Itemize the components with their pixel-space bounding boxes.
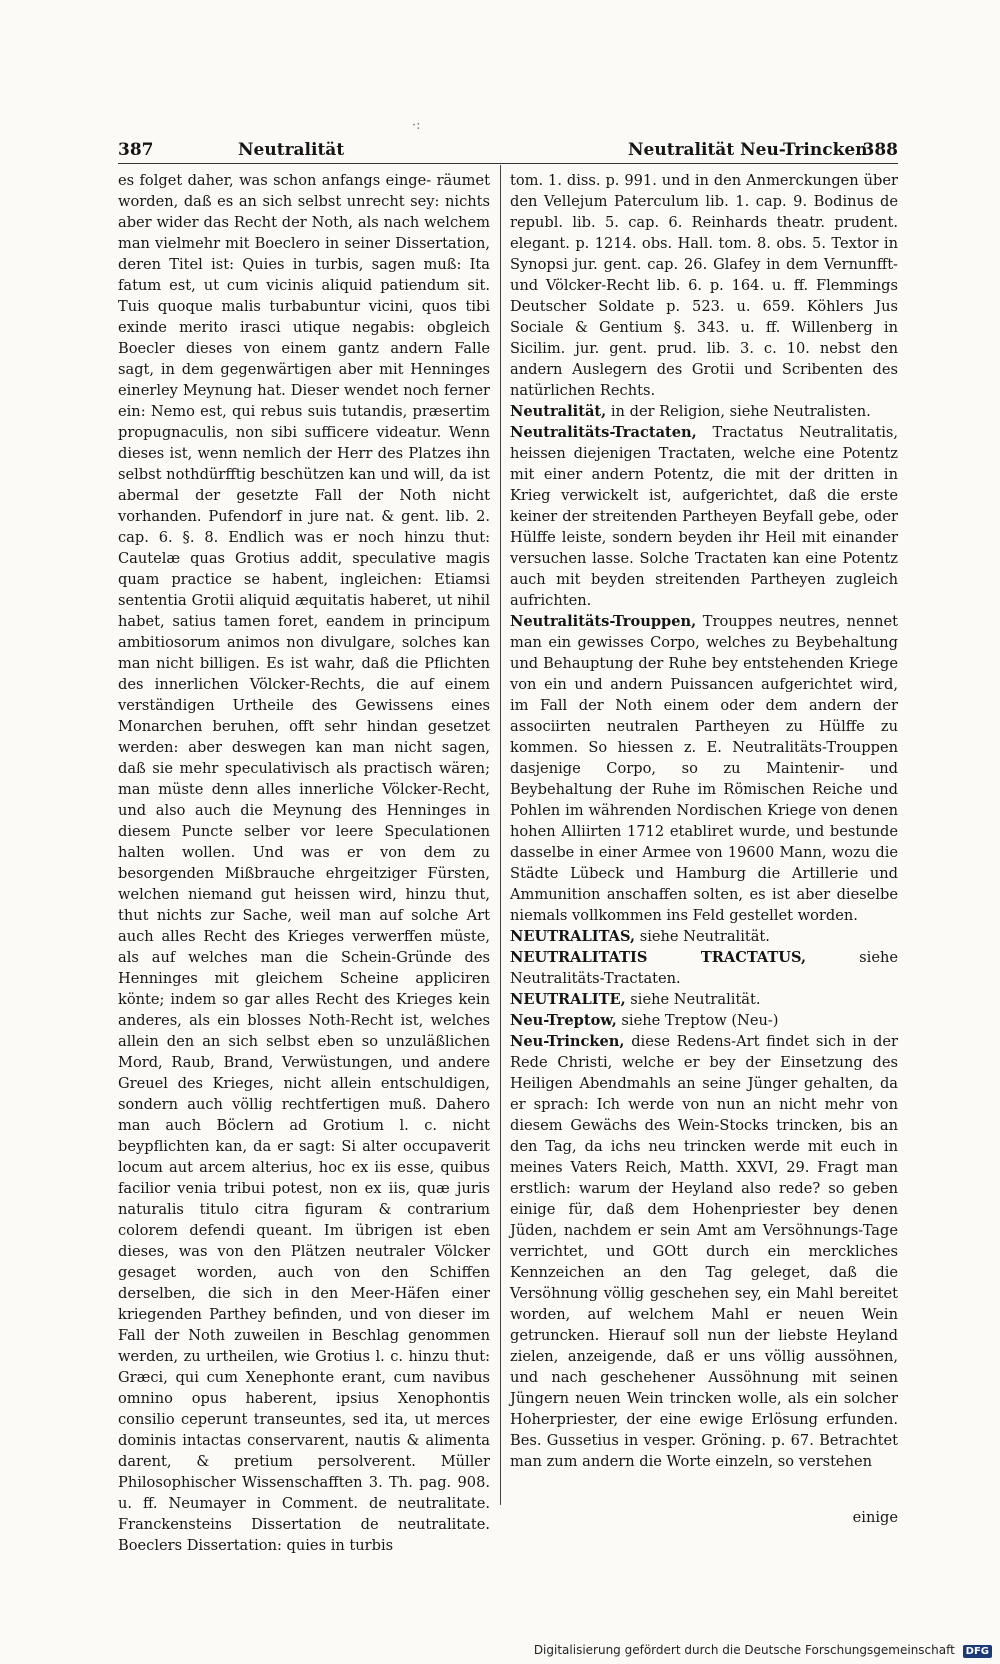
column-divider bbox=[500, 165, 501, 1505]
entry-lemma: Neu-Treptow, bbox=[510, 1012, 617, 1029]
entry-lemma: Neutralität, bbox=[510, 403, 607, 420]
header-rule bbox=[118, 163, 898, 164]
entry-continuation: tom. 1. diss. p. 991. und in den Anmerckungen über den Vellejum Paterculum lib. 1. cap. 9. Bodinus de republ. lib. 5. cap. 6. Reinhards theatr. prudent. elegant. p. 1214. obs. Hall. tom. 8. obs. 5. Textor in Synopsi jur. gent. cap. 26. Glafey in dem Vernunfft- und Völcker-Recht lib. 6. p. 164. u. ff. Flemmings Deutscher Soldate p. 523. u. 659. Köhlers Jus Sociale & Gentium §. 343. u. ff. Willenberg in Sicilim. jur. gent. prud. lib. 3. c. 10. nebst den andern Auslegern des Grotii und Scribenten des natürlichen Rechts. bbox=[510, 172, 898, 399]
entry-neutralite bbox=[510, 989, 898, 1010]
entry-neutralitaets-tractaten bbox=[510, 422, 898, 611]
left-column bbox=[118, 170, 490, 1554]
right-column bbox=[510, 170, 898, 1510]
entry-text: Trouppes neutres, nennet man ein gewisses Corpo, welches zu Beybehaltung und Behauptung der Ruhe bey entstehenden Kriege von ein und andern Puissancen aufgerichtet wird, im Fall der Noth einem oder dem andern der associirten neutralen Partheyen zu Hülffe zu kommen. So hiessen z. E. Neutralitäts-Trouppen dasjenige Corpo, so zu Maintenir- und Beybehaltung der Ruhe im Römischen Reiche und Pohlen im währenden Nordischen Kriege von denen hohen Alliirten 1712 etabliret wurde, und bestunde dasselbe in einer Armee von 19600 Mann, wozu die Städte Lübeck und Hamburg die Artillerie und Ammunition anschaffen solten, es ist aber dieselbe niemals vollkommen ins Feld gestellet worden. bbox=[510, 613, 899, 924]
entry-neu-trincken bbox=[510, 1031, 898, 1472]
entry-text: diese Redens-Art findet sich in der Rede Christi, welche er bey der Einsetzung des Heiligen Abendmahls an seine Jünger gehalten, da er sprach: Ich werde von nun an nicht mehr von diesem Gewächs des Wein-Stocks trincken, bis an den Tag, da ichs neu trincken werde mit euch in meines Vaters Reich, Matth. XXVI, 29. Fragt man erstlich: warum der Heyland also rede? so geben einige für, daß dem Hohenpriester bey denen Jüden, nachdem er sein Amt am Versöhnungs-Tage verrichtet, und GOtt durch ein merckliches Kennzeichen an den Tag geleget, daß die Versöhnung völlig geschehen sey, ein Mahl bereitet worden, auf welchem Mahl er neuen Wein getruncken. Hierauf soll nun der liebste Heyland zielen, anzeigende, daß er uns völlig aussöhnen, und nach geschehener Aussöhnung mit seinen Jüngern neuen Wein trincken wolle, als ein solcher Hoherpriester, der eine ewige Erlösung erfunden. Bes. Gussetius in vesper. Gröning. p. 67. Betrachtet man zum andern die Worte einzeln, so verstehen bbox=[510, 1033, 898, 1470]
entry-lemma: NEUTRALITE, bbox=[510, 991, 626, 1008]
entry-text: siehe Neutralität. bbox=[639, 928, 770, 945]
entry-lemma: Neutralitäts-Trouppen, bbox=[510, 613, 697, 630]
running-title-right: Neutralität Neu-Trincken bbox=[628, 140, 868, 160]
catchword: einige bbox=[852, 1509, 898, 1526]
entry-lemma: Neutralitäts-Tractaten, bbox=[510, 424, 697, 441]
entry-text: siehe Neutralität. bbox=[630, 991, 761, 1008]
page-number-right: 388 bbox=[862, 140, 898, 160]
entry-neutralitaet-religion bbox=[510, 401, 898, 422]
entry-neu-treptow bbox=[510, 1010, 898, 1031]
entry-neutralitatis-tractatus bbox=[510, 947, 898, 989]
footer-text: Digitalisierung gefördert durch die Deutsche Forschungsgemeinschaft bbox=[533, 1643, 955, 1657]
entry-lemma: NEUTRALITAS, bbox=[510, 928, 636, 945]
entry-text: in der Religion, siehe Neutralisten. bbox=[610, 403, 871, 420]
entry-text: Tractatus Neutralitatis, heissen diejenigen Tractaten, welche eine Potentz mit einer andern Potentz, die mit der dritten in Krieg verwickelt ist, aufgerichtet, daß die erste keiner der streitenden Partheyen Beyfall gebe, oder Hülffe leiste, sondern beyden ihr Heil mit einander versuchen lasse. Solche Tractaten kan eine Potentz auch mit beyden streitenden Partheyen zugleich aufrichten. bbox=[510, 424, 898, 609]
margin-smudge: ·: bbox=[412, 118, 421, 133]
running-header bbox=[118, 136, 898, 166]
digitization-footer bbox=[534, 1643, 992, 1658]
entry-neutralitaets-trouppen bbox=[510, 611, 898, 926]
entry-text: siehe Neutralitäts-Tractaten. bbox=[510, 949, 898, 987]
entry-lemma: NEUTRALITATIS TRACTATUS, bbox=[510, 949, 807, 966]
entry-text: siehe Treptow (Neu-) bbox=[621, 1012, 779, 1029]
left-column-text: es folget daher, was schon anfangs einge- räumet worden, daß es an sich selbst unrecht sey: nichts aber wider das Recht der Noth, als nach welchem man vielmehr mit Boeclero in seiner Dissertation, deren Titel ist: Quies in turbis, sagen muß: Ita fatum est, ut cum vicinis aliquid patiendum sit. Tuis quoque malis turbabuntur vicini, quos tibi exinde merito irasci utique negabis: obgleich Boecler dieses von einem gantz andern Falle sagt, in dem gegenwärtigen aber mit Henninges einerley Meynung hat. Dieser wendet noch ferner ein: Nemo est, qui rebus suis tutandis, præsertim propugnaculis, non sibi sufficere videatur. Wenn dieses ist, wenn nemlich der Herr des Platzes ihn selbst nothdürfftig beschützen kan und will, da ist abermal der gesetzte Fall der Noth nicht vorhanden. Pufendorf in jure nat. & gent. lib. 2. cap. 6. §. 8. Endlich was er noch hinzu thut: Cautelæ quas Grotius addit, speculative magis quam practice se habent, ingleichen: Etiamsi sententia Grotii aliquid æquitatis haberet, ut nihil habet, satius tamen foret, eandem in principum ambitiosorum animos non divulgare, solches kan man nicht billigen. Es ist wahr, daß die Pflichten des innerlichen Völcker-Rechts, die auf einem verständigen Urtheile des Gewissens eines Monarchen beruhen, offt sehr hindan gesetzet werden: aber deswegen kan man nicht sagen, daß sie mehr speculativisch als practisch wären; man müste denn alles innerliche Völcker-Recht, und also auch die Meynung des Henninges in diesem Puncte selber vor leere Speculationen halten wollen. Und was er von dem zu besorgenden Mißbrauche ehrgeitziger Fürsten, welchen niemand gut heissen wird, hinzu thut, thut nichts zur Sache, weil man auf solche Art auch alles Recht des Krieges verwerffen müste, als auf welches man die Schein-Gründe des Henninges mit gleichem Scheine appliciren könte; indem so gar alles Recht des Krieges kein anderes, als ein blosses Noth-Recht ist, welches allein den an sich selbst eben so unzuläßlichen Mord, Raub, Brand, Verwüstungen, und andere Greuel des Krieges, nicht allein entschuldigen, sondern auch völlig rechtfertigen muß. Dahero man auch Böclern ad Grotium l. c. nicht beypflichten kan, da er sagt: Si alter occupaverit locum aut arcem alterius, hoc ex iis esse, quibus facilior venia tribui potest, non ex iis, quæ juris naturalis titulo citra figuram & contrarium colorem defendi queant. Im übrigen ist eben dieses, was von den Plätzen neutraler Völcker gesaget worden, auch von den Schiffen derselben, die sich in den Meer-Häfen einer kriegenden Parthey befinden, und von dieser im Fall der Noth zuweilen in Beschlag genommen werden, zu urtheilen, wie Grotius l. c. hinzu thut: Græci, qui cum Xenephonte erant, cum navibus omnino opus haberent, ipsius Xenophontis consilio ceperunt transeuntes, sed ita, ut merces dominis intactas conservarent, nautis & alimenta darent, & pretium persolverent. Müller Philosophischer Wissenschafften 3. Th. pag. 908. u. ff. Neumayer in Comment. de neutralitate. Franckensteins Dissertation de neutralitate. Boeclers Dissertation: quies in turbis bbox=[118, 172, 490, 1554]
entry-neutralitas bbox=[510, 926, 898, 947]
running-title-left: Neutralität bbox=[238, 140, 345, 160]
page-number-left: 387 bbox=[118, 140, 154, 160]
entry-lemma: Neu-Trincken, bbox=[510, 1033, 625, 1050]
dfg-logo: DFG bbox=[963, 1645, 992, 1658]
